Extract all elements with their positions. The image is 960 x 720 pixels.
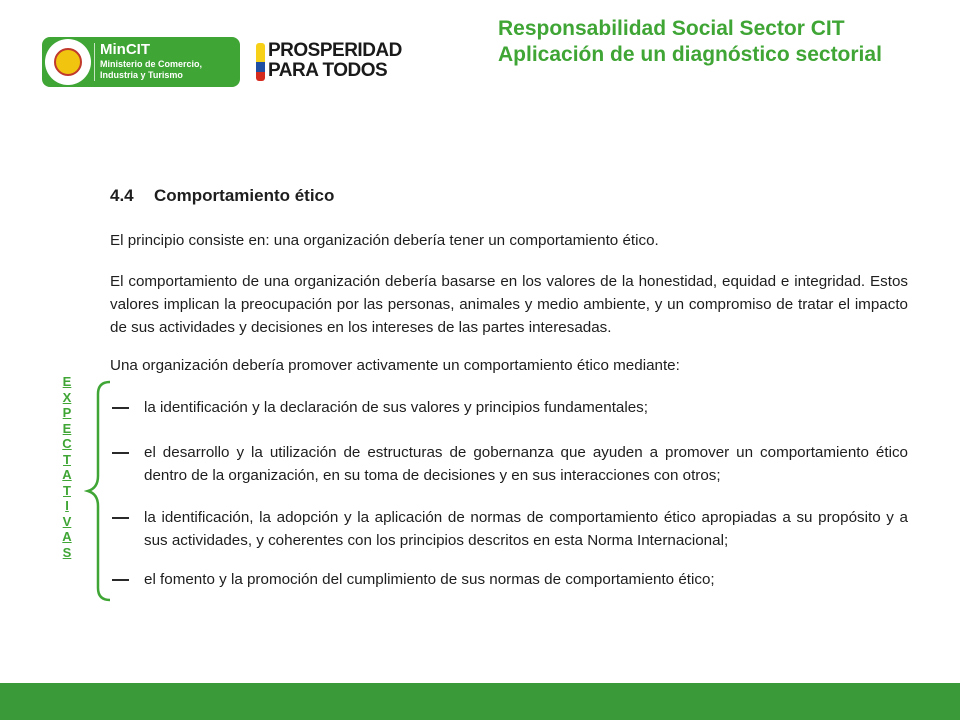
list-item [110,506,908,552]
slide-title-line2: Aplicación de un diagnóstico sectorial [498,43,882,66]
mincit-subtitle-line1: Ministerio de Comercio, [100,59,203,69]
slide-title-line1: Responsabilidad Social Sector CIT [498,17,845,40]
slide-title [498,16,948,68]
mincit-logo [42,37,240,87]
prosperidad-logo-text [268,41,402,81]
paragraph-behavior: El comportamiento de una organización debería basarse en los valores de la honestidad, equidad e integridad. Estos valores implican la preocupación por las personas, animales y medio ambiente, y un compromiso de tratar el impacto de sus actividades y decisiones en los intereses de las partes interesadas. [110,273,908,336]
list-item-text: el fomento y la promoción del cumplimiento de sus normas de comportamiento ético; [144,571,715,588]
dash-icon [112,452,129,454]
dash-icon [112,407,129,409]
prosperidad-line2: PARA TODOS [268,60,388,81]
section-number: 4.4 [110,186,134,205]
colombia-flag-icon [256,43,265,81]
prosperidad-line1: PROSPERIDAD [268,40,402,61]
colombia-seal-icon [45,39,91,85]
dash-icon [112,579,129,581]
section-title: Comportamiento ético [154,186,335,205]
expectativas-vertical-label: E X P E C T A T I V A S [62,374,72,560]
list-item [110,568,908,591]
prosperidad-logo [256,41,428,83]
list-item-text: el desarrollo y la utilización de estructuras de gobernanza que ayuden a promover un comportamiento ético dentro de la organización, en su toma de decisiones y en sus interacciones con otros; [144,444,908,484]
list-item [110,441,908,487]
paragraph-promote: Una organización debería promover activamente un comportamiento ético mediante: [110,357,680,374]
mincit-logo-name: MinCIT [100,41,150,58]
logo-divider [94,43,95,81]
footer-bar [0,683,960,720]
list-item-text: la identificación y la declaración de sus valores y principios fundamentales; [144,399,648,416]
paragraph-principle: El principio consiste en: una organización debería tener un comportamiento ético. [110,232,659,249]
list-item-text: la identificación, la adopción y la aplicación de normas de comportamiento ético apropiadas a su propósito y a sus actividades, y coherentes con los principios descritos en esta Norma Internacional; [144,509,908,549]
section-heading [110,186,334,206]
mincit-subtitle-line2: Industria y Turismo [100,70,183,80]
list-item [110,396,908,419]
dash-icon [112,517,129,519]
curly-brace-icon [84,380,114,602]
mincit-logo-subtitle [100,59,202,81]
